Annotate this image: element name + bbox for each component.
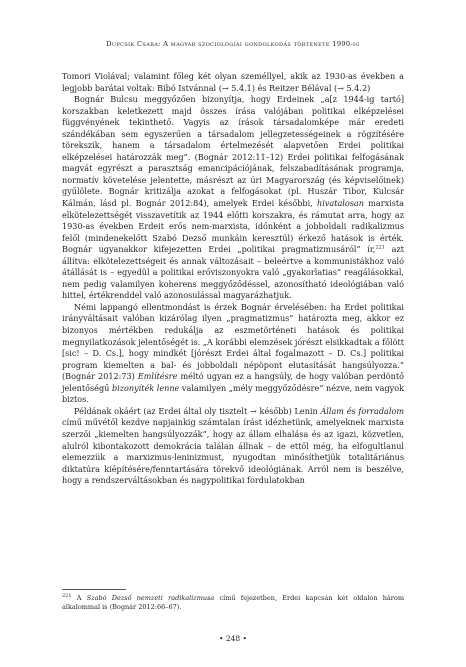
running-header: Dupcsik Csaba: A magyar szociológiai gondolkodás története 1990-ig [106,40,360,48]
italic-text: hivatalosan [317,198,364,209]
text-run: Tomori Violával; valamint főleg két olyan személlyel, akik az 1930-as években a legjobb barátai voltak: Bibó Istvánnal (→ 5.4.1) és Reitzer Bélával (→ 5.4.2) [62,71,404,93]
body-text [62,71,404,487]
text-run: című fejezetben, Erdei kapcsán két oldalon három alkalommal is (Bognár 2012:66–67). [62,594,404,612]
text-run: azt állítva: elkötelezettségeit és annak változásait – beleértve a kommunistákhoz való átállását is – egyedül a politikai erőviszonyokra való „gyakorlatias” reagálásokkal, nem pedig valamilyen koherens meggyőződéssel, azonosítható ideológiában való hittel, értékrenddel való azonosulással magyarázhatjuk. [62,244,404,301]
text-run: Bognár Bulcsu meggyőzően bizonyítja, hogy Erdeinek „a[z 1944-ig tartó] korszakban keletkezett majd összes írása valójában politikai elképzelései függvényének tekinthető. Vagyis az írások társadalomképe már eredeti szándékában sem egyszerűen a társadalom jellegzetességeinek a rögzítésére törekszik, hanem a társadalom értelmezését alapvetően Erdei politikai elképzelései határozzák meg”. (Bognár 2012:11–12) Erdei politikai felfogásának magvát egyrészt a parasztság emancipációjának, felszabadításának programja, normatív követelése jelentette, másrészt az úri Magyarország (és képviselőinek) gyűlölete. Bognár kritizálja azokat a felfogásokat (pl. Huszár Tibor, Kulcsár Kálmán, lásd pl. Bognár 2012:84), amelyek Erdei későbbi, [62,94,404,209]
footnote-number: 221 [62,592,72,599]
italic-text: bizonyíték lenne [111,382,180,393]
italic-text: Említésre [137,371,178,382]
paragraph [62,94,404,302]
text-run: Némi lappangó ellentmondást is érzek Bognár érvelésében: ha Erdei politikai irányváltásait valóban kizárólag ilyen „pragmatizmus” határozta meg, akkor ez bizonyos mértékben redukálja az eszmetörténeti hatások és politikai megnyilatkozások jelentőségét is. „A korábbi elemzések jórészt elsikkadtak a főlött [sic! – D. Cs.], hogy mindkét [jórészt Erdei által fogalmazott – D. Cs.] politikai program kiemelten a bal- és jobboldali népöpont elutasítását hangsúlyozza.” (Bognár 2012:73) [62,301,404,382]
paragraph [62,406,404,487]
text-run: valamilyen „mély meggyőződésre” nézve, nem vagyok biztos. [62,382,404,405]
italic-text: Szabó Dezső nemzeti radikalizmusa [86,594,215,602]
footnote [62,594,404,612]
footnote-reference: 221 [375,244,385,251]
text-run: marxista elkötelezettségét visszavetítik az 1944 előtti korszakra, és rámutat arra, hogy az 1930-as években Erdeit erős nem-marxista, időnként a jobboldali radikalizmus felől (mindenekelőtt Szabó Dezső munkáin keresztül) érkező hatások is érték. Bognár ugyanakkor kifejezetten Erdei „politikai pragmatizmusáról” ír, [62,198,404,255]
paragraph [62,71,404,94]
footnote-text [62,594,404,611]
text-run: című művétől kezdve napjainkig számtalan írást idézhetünk, amelyeknek marxista szerzői „kiemelten hangsúlyozzák”, hogy az állam elhalása és az igazi, közvetlen, alulról kibontakozott demokrácia találan állnak – de ettől még, ha elfogultlanul elemezzük a marxizmus-leninizmust, nyugodtan minősíthetjük totalitáriánus diktatúra kiépítésére/fenntartására törekvő ideológiának. Arról nem is beszélve, hogy a rendszerváltásokban és nagypolitikai fordulatokban [62,417,404,486]
page-number: • 248 • [219,634,247,643]
paragraph [62,302,404,406]
text-run: A [76,594,87,602]
text-run: méltó ugyan ez a hangsúly, de hogy valóban perdöntő jelentőségű [62,371,404,393]
italic-text: Állam és forradalom [320,405,404,416]
footnote-separator [62,589,126,590]
text-run: Példának okáért (az Erdei által oly tisztelt → később) Lenin [74,405,321,416]
